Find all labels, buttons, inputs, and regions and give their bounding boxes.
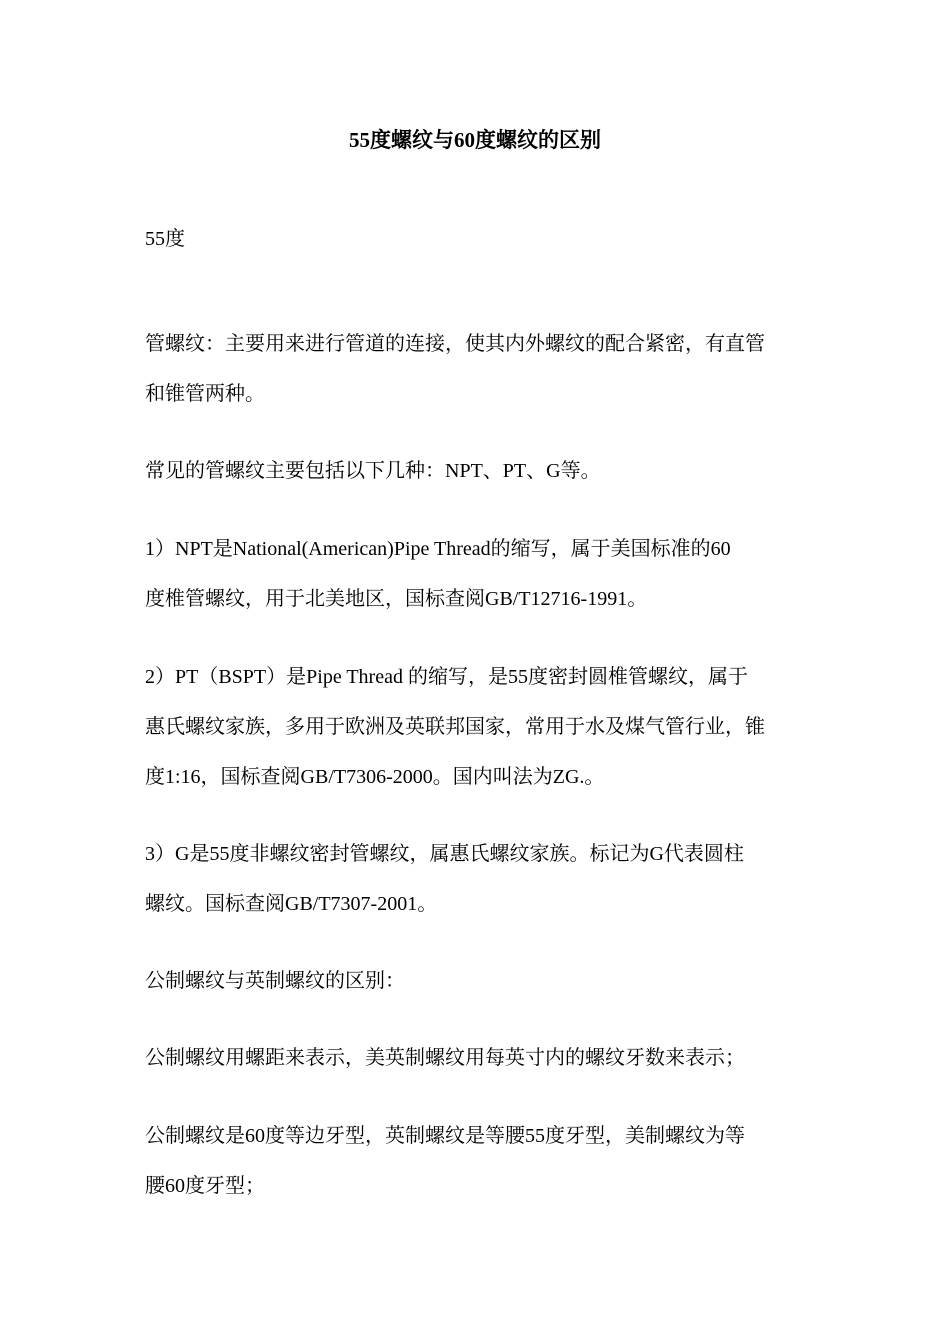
text-line: 和锥管两种。 xyxy=(145,383,265,405)
paragraph-pt-bspt xyxy=(145,652,810,802)
text-line: 公制螺纹与英制螺纹的区别： xyxy=(145,970,405,992)
page-title: 55度螺纹与60度螺纹的区别 xyxy=(349,128,601,152)
paragraph-npt xyxy=(145,524,810,624)
text-line: 螺纹。国标查阅GB/T7307-2001。 xyxy=(145,893,438,915)
text-line: 管螺纹：主要用来进行管道的连接，使其内外螺纹的配合紧密，有直管 xyxy=(145,333,765,355)
paragraph-pipe-thread-definition xyxy=(145,319,810,419)
paragraph-55-degree-heading xyxy=(145,214,810,264)
paragraph-metric-vs-imperial-heading xyxy=(145,956,810,1006)
text-line: 3）G是55度非螺纹密封管螺纹，属惠氏螺纹家族。标记为G代表圆柱 xyxy=(145,843,744,865)
text-line: 1）NPT是National(American)Pipe Thread的缩写，属于美国标准的60 xyxy=(145,538,731,560)
text-line: 度1:16，国标查阅GB/T7306-2000。国内叫法为ZG.。 xyxy=(145,766,605,788)
paragraph-common-pipe-threads xyxy=(145,446,810,496)
text-line: 惠氏螺纹家族，多用于欧洲及英联邦国家，常用于水及煤气管行业，锥 xyxy=(145,716,765,738)
text-line: 度椎管螺纹，用于北美地区，国标查阅GB/T12716-1991。 xyxy=(145,588,648,610)
text-line: 公制螺纹用螺距来表示，美英制螺纹用每英寸内的螺纹牙数来表示； xyxy=(145,1047,745,1069)
text-line: 55度 xyxy=(145,228,185,250)
text-line: 2）PT（BSPT）是Pipe Thread 的缩写，是55度密封圆椎管螺纹，属于 xyxy=(145,666,748,688)
paragraph-thread-pitch-notation xyxy=(145,1033,810,1083)
paragraph-thread-angle-profile xyxy=(145,1111,810,1211)
paragraph-g-thread xyxy=(145,829,810,929)
text-line: 常见的管螺纹主要包括以下几种：NPT、PT、G等。 xyxy=(145,460,601,482)
text-line: 腰60度牙型； xyxy=(145,1175,265,1197)
text-line: 公制螺纹是60度等边牙型，英制螺纹是等腰55度牙型，美制螺纹为等 xyxy=(145,1125,745,1147)
